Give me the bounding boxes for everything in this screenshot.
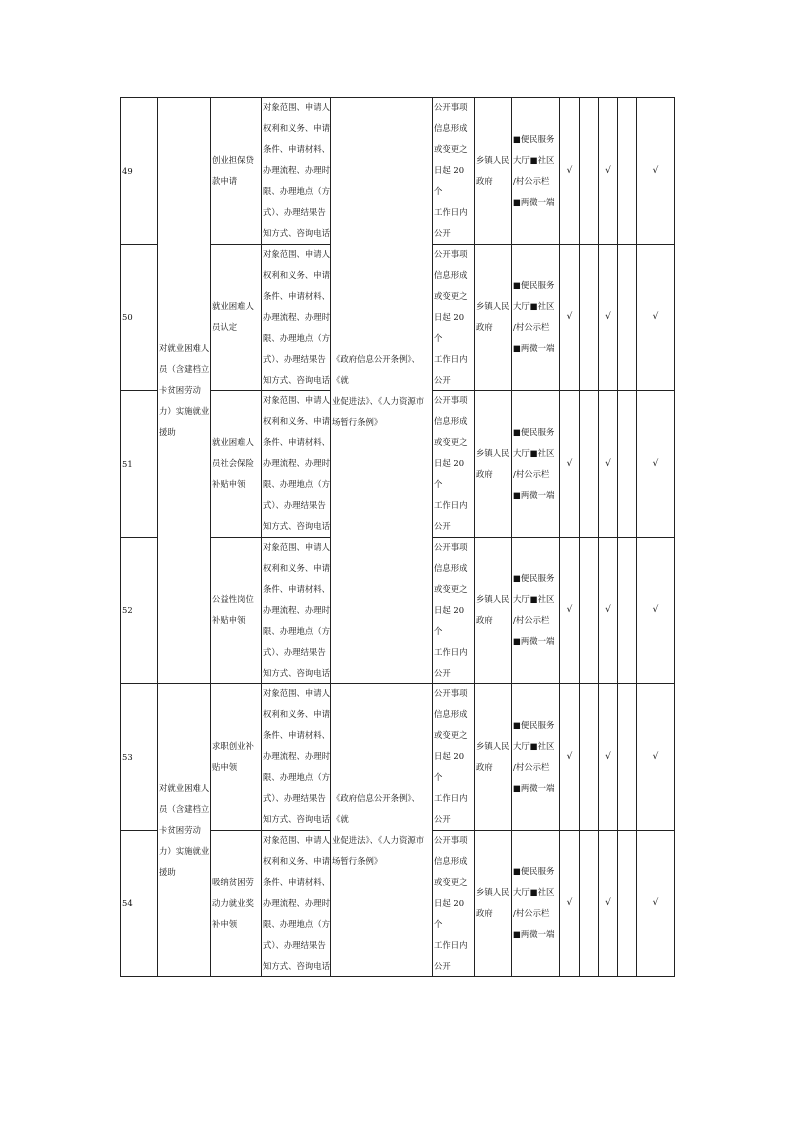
check-mark bbox=[618, 391, 636, 537]
check-mark bbox=[580, 684, 598, 830]
row-number bbox=[121, 245, 157, 391]
row-number bbox=[121, 831, 157, 977]
row-number-text: 50 bbox=[122, 312, 133, 323]
check-mark bbox=[618, 831, 636, 977]
legal-basis-text: 《政府信息公开条例》、《就 业促进法》、《人力资源市 场暂行条例》 bbox=[332, 793, 425, 866]
check-mark bbox=[560, 684, 579, 830]
disclosure-timeline bbox=[433, 831, 474, 977]
check-mark bbox=[580, 538, 598, 684]
check-mark bbox=[599, 538, 617, 684]
item-name bbox=[211, 684, 261, 830]
disclosure-content bbox=[262, 245, 330, 391]
row-number-text: 51 bbox=[122, 458, 133, 469]
disclosure-timeline bbox=[433, 391, 474, 537]
item-name bbox=[211, 245, 261, 391]
check-mark bbox=[599, 98, 617, 244]
disclosure-timeline-text: 公开事项 信息形成 或变更之 日起 20 个 工作日内 公开 bbox=[434, 248, 468, 385]
disclosure-content-text: 对象范围、申请人 权利和义务、申请 条件、申请材料、 办理流程、办理时 限、办理地点（方 式）、办理结果告 知方式、咨询电话 bbox=[263, 102, 330, 239]
disclosure-channel bbox=[512, 831, 559, 977]
row-number bbox=[121, 391, 157, 537]
disclosure-channel-text: ■便民服务 大厅■社区 /村公示栏 ■两微一端 bbox=[513, 133, 555, 207]
check-mark bbox=[618, 98, 636, 244]
disclosure-timeline-text: 公开事项 信息形成 或变更之 日起 20 个 工作日内 公开 bbox=[434, 395, 468, 532]
row-number bbox=[121, 684, 157, 830]
disclosure-channel bbox=[512, 538, 559, 684]
table-rule bbox=[120, 976, 675, 977]
disclosure-subject bbox=[475, 684, 511, 830]
check-mark bbox=[580, 98, 598, 244]
check-mark bbox=[637, 391, 674, 537]
disclosure-content bbox=[262, 538, 330, 684]
row-number bbox=[121, 98, 157, 244]
check-mark-text: √ bbox=[566, 165, 573, 176]
item-name-text: 就业困难人 员社会保险 补贴申领 bbox=[212, 437, 254, 490]
disclosure-timeline-text: 公开事项 信息形成 或变更之 日起 20 个 工作日内 公开 bbox=[434, 688, 468, 825]
check-mark bbox=[618, 245, 636, 391]
disclosure-channel-text: ■便民服务 大厅■社区 /村公示栏 ■两微一端 bbox=[513, 719, 555, 793]
disclosure-subject-text: 乡镇人民 政府 bbox=[476, 447, 510, 479]
check-mark-text: √ bbox=[605, 458, 611, 469]
check-mark-text: √ bbox=[605, 898, 611, 909]
disclosure-subject-text: 乡镇人民 政府 bbox=[476, 594, 510, 626]
disclosure-channel-text: ■便民服务 大厅■社区 /村公示栏 ■两微一端 bbox=[513, 866, 555, 940]
check-mark bbox=[618, 684, 636, 830]
check-mark bbox=[560, 831, 579, 977]
check-mark-text: √ bbox=[652, 458, 659, 469]
disclosure-subject-text: 乡镇人民 政府 bbox=[476, 154, 510, 186]
check-mark bbox=[560, 98, 579, 244]
item-name-text: 创业担保贷 款申请 bbox=[212, 154, 254, 186]
item-name bbox=[211, 831, 261, 977]
legal-basis bbox=[331, 98, 432, 683]
item-name-text: 就业困难人 员认定 bbox=[212, 301, 254, 333]
disclosure-content-text: 对象范围、申请人 权利和义务、申请 条件、申请材料、 办理流程、办理时 限、办理地点（方 式）、办理结果告 知方式、咨询电话 bbox=[263, 834, 330, 971]
check-mark bbox=[618, 538, 636, 684]
check-mark bbox=[599, 684, 617, 830]
check-mark bbox=[599, 831, 617, 977]
category-cell-text: 对就业困难人 员（含建档立 卡贫困劳动 力）实施就业 援助 bbox=[159, 782, 210, 877]
row-number bbox=[121, 538, 157, 684]
disclosure-subject bbox=[475, 245, 511, 391]
check-mark bbox=[637, 831, 674, 977]
disclosure-content-text: 对象范围、申请人 权利和义务、申请 条件、申请材料、 办理流程、办理时 限、办理地点（方 式）、办理结果告 知方式、咨询电话 bbox=[263, 688, 330, 825]
disclosure-subject-text: 乡镇人民 政府 bbox=[476, 887, 510, 919]
disclosure-channel bbox=[512, 245, 559, 391]
disclosure-channel bbox=[512, 684, 559, 830]
disclosure-channel bbox=[512, 98, 559, 244]
row-number-text: 54 bbox=[122, 898, 133, 909]
check-mark-text: √ bbox=[605, 165, 611, 176]
legal-basis-text: 《政府信息公开条例》、《就 业促进法》、《人力资源市 场暂行条例》 bbox=[332, 353, 425, 427]
disclosure-channel-text: ■便民服务 大厅■社区 /村公示栏 ■两微一端 bbox=[513, 426, 555, 500]
check-mark bbox=[580, 391, 598, 537]
item-name bbox=[211, 538, 261, 684]
check-mark bbox=[560, 538, 579, 684]
check-mark bbox=[637, 245, 674, 391]
check-mark bbox=[580, 831, 598, 977]
check-mark-text: √ bbox=[605, 605, 611, 616]
disclosure-content bbox=[262, 831, 330, 977]
item-name-text: 公益性岗位 补贴申领 bbox=[212, 594, 254, 626]
disclosure-subject bbox=[475, 98, 511, 244]
disclosure-content-text: 对象范围、申请人 权利和义务、申请 条件、申请材料、 办理流程、办理时 限、办理地点（方 式）、办理结果告 知方式、咨询电话 bbox=[263, 395, 330, 532]
category-cell bbox=[158, 98, 210, 683]
disclosure-content-text: 对象范围、申请人 权利和义务、申请 条件、申请材料、 办理流程、办理时 限、办理地点（方 式）、办理结果告 知方式、咨询电话 bbox=[263, 541, 330, 678]
check-mark bbox=[637, 684, 674, 830]
row-number-text: 52 bbox=[122, 605, 133, 616]
item-name bbox=[211, 391, 261, 537]
disclosure-content bbox=[262, 684, 330, 830]
disclosure-timeline bbox=[433, 684, 474, 830]
check-mark-text: √ bbox=[652, 312, 659, 323]
disclosure-subject bbox=[475, 391, 511, 537]
check-mark-text: √ bbox=[652, 898, 659, 909]
disclosure-channel bbox=[512, 391, 559, 537]
disclosure-timeline bbox=[433, 245, 474, 391]
item-name-text: 求职创业补 贴申领 bbox=[212, 740, 254, 772]
row-number-text: 53 bbox=[122, 751, 133, 762]
disclosure-channel-text: ■便民服务 大厅■社区 /村公示栏 ■两微一端 bbox=[513, 573, 555, 647]
disclosure-timeline-text: 公开事项 信息形成 或变更之 日起 20 个 工作日内 公开 bbox=[434, 102, 468, 239]
table-rule bbox=[674, 97, 675, 977]
check-mark-text: √ bbox=[652, 165, 659, 176]
disclosure-subject-text: 乡镇人民 政府 bbox=[476, 301, 510, 333]
disclosure-content bbox=[262, 391, 330, 537]
check-mark-text: √ bbox=[652, 751, 659, 762]
category-cell-text: 对就业困难人 员（含建档立 卡贫困劳动 力）实施就业 援助 bbox=[159, 343, 210, 437]
row-number-text: 49 bbox=[122, 165, 133, 176]
category-cell bbox=[158, 684, 210, 976]
check-mark-text: √ bbox=[566, 751, 573, 762]
check-mark-text: √ bbox=[652, 605, 659, 616]
check-mark bbox=[599, 391, 617, 537]
check-mark bbox=[580, 245, 598, 391]
disclosure-content-text: 对象范围、申请人 权利和义务、申请 条件、申请材料、 办理流程、办理时 限、办理地点（方 式）、办理结果告 知方式、咨询电话 bbox=[263, 248, 330, 385]
check-mark bbox=[637, 98, 674, 244]
check-mark-text: √ bbox=[605, 312, 611, 323]
disclosure-subject bbox=[475, 538, 511, 684]
check-mark-text: √ bbox=[566, 605, 573, 616]
disclosure-content bbox=[262, 98, 330, 244]
check-mark bbox=[637, 538, 674, 684]
check-mark bbox=[560, 391, 579, 537]
disclosure-subject-text: 乡镇人民 政府 bbox=[476, 740, 510, 772]
disclosure-timeline-text: 公开事项 信息形成 或变更之 日起 20 个 工作日内 公开 bbox=[434, 541, 468, 678]
check-mark-text: √ bbox=[566, 898, 573, 909]
disclosure-timeline-text: 公开事项 信息形成 或变更之 日起 20 个 工作日内 公开 bbox=[434, 834, 468, 971]
item-name-text: 吸纳贫困劳 动力就业奖 补申领 bbox=[212, 876, 254, 929]
check-mark bbox=[599, 245, 617, 391]
disclosure-subject bbox=[475, 831, 511, 977]
check-mark-text: √ bbox=[566, 458, 573, 469]
disclosure-timeline bbox=[433, 538, 474, 684]
legal-basis bbox=[331, 684, 432, 976]
disclosure-timeline bbox=[433, 98, 474, 244]
item-name bbox=[211, 98, 261, 244]
disclosure-channel-text: ■便民服务 大厅■社区 /村公示栏 ■两微一端 bbox=[513, 280, 555, 354]
check-mark-text: √ bbox=[566, 312, 573, 323]
check-mark bbox=[560, 245, 579, 391]
check-mark-text: √ bbox=[605, 751, 611, 762]
